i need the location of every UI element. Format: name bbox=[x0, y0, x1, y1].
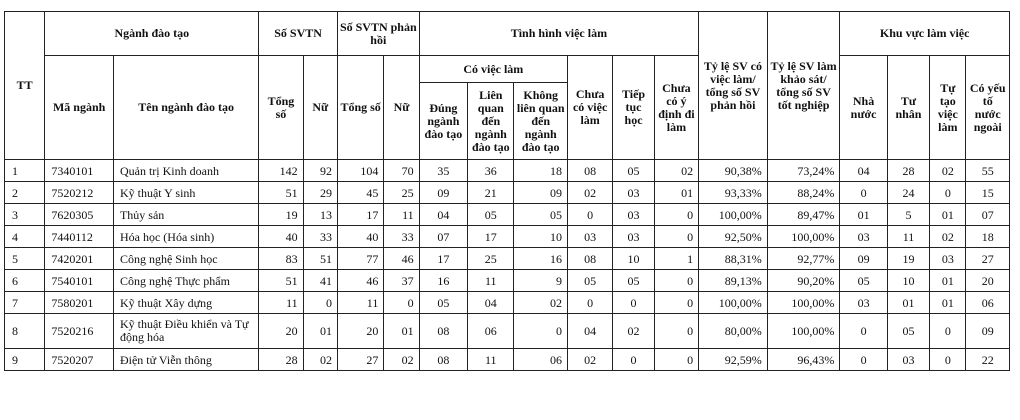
header-chua-co-viec-lam: Chưa có việc làm bbox=[567, 56, 612, 160]
cell-chua-co-viec-lam: 02 bbox=[567, 349, 612, 371]
cell-ma-nganh: 7580201 bbox=[45, 292, 114, 314]
table-row bbox=[5, 314, 1010, 349]
cell-ty-le-phan-hoi: 90,38% bbox=[699, 160, 768, 182]
cell-tong-so-phan-hoi: 17 bbox=[337, 204, 383, 226]
cell-chua-co-viec-lam: 08 bbox=[567, 248, 612, 270]
cell-khong-lien-quan: 18 bbox=[514, 160, 567, 182]
cell-ty-le-phan-hoi: 100,00% bbox=[699, 292, 768, 314]
cell-chua-co-viec-lam: 04 bbox=[567, 314, 612, 349]
cell-ty-le-tot-nghiep: 90,20% bbox=[767, 270, 840, 292]
cell-chua-co-y-dinh: 0 bbox=[654, 349, 698, 371]
cell-tt: 8 bbox=[5, 314, 45, 349]
cell-nha-nuoc: 04 bbox=[840, 160, 887, 182]
cell-khong-lien-quan: 9 bbox=[514, 270, 567, 292]
table-body bbox=[5, 160, 1010, 371]
cell-tiep-tuc-hoc: 0 bbox=[613, 349, 654, 371]
header-khong-lien-quan: Không liên quan đến ngành đào tạo bbox=[514, 83, 567, 160]
cell-ty-le-tot-nghiep: 96,43% bbox=[767, 349, 840, 371]
cell-tong-so: 28 bbox=[259, 349, 303, 371]
cell-chua-co-y-dinh: 0 bbox=[654, 204, 698, 226]
cell-lien-quan: 06 bbox=[468, 314, 514, 349]
cell-nu-phan-hoi: 11 bbox=[384, 204, 419, 226]
cell-tong-so: 20 bbox=[259, 314, 303, 349]
cell-tu-nhan: 19 bbox=[887, 248, 929, 270]
cell-dung-nganh: 35 bbox=[419, 160, 467, 182]
cell-chua-co-y-dinh: 01 bbox=[654, 182, 698, 204]
cell-nu: 02 bbox=[303, 349, 337, 371]
cell-tu-nhan: 03 bbox=[887, 349, 929, 371]
cell-chua-co-y-dinh: 0 bbox=[654, 292, 698, 314]
cell-nu-phan-hoi: 02 bbox=[384, 349, 419, 371]
table-row bbox=[5, 270, 1010, 292]
header-ty-le-khao-sat-tot-nghiep: Tỷ lệ SV làm khảo sát/ tổng số SV tốt nghiệp bbox=[767, 12, 840, 160]
cell-lien-quan: 05 bbox=[468, 204, 514, 226]
header-dung-nganh: Đúng ngành đào tạo bbox=[419, 83, 467, 160]
cell-dung-nganh: 08 bbox=[419, 314, 467, 349]
cell-tiep-tuc-hoc: 10 bbox=[613, 248, 654, 270]
cell-ty-le-tot-nghiep: 100,00% bbox=[767, 314, 840, 349]
header-tiep-tuc-hoc: Tiếp tục học bbox=[613, 56, 654, 160]
cell-nu: 51 bbox=[303, 248, 337, 270]
cell-ten-nganh: Hóa học (Hóa sinh) bbox=[113, 226, 258, 248]
header-tong-so: Tổng số bbox=[259, 56, 303, 160]
header-so-svtn-phan-hoi: Số SVTN phản hồi bbox=[337, 12, 419, 56]
cell-nha-nuoc: 0 bbox=[840, 349, 887, 371]
cell-tu-tao-viec-lam: 01 bbox=[930, 270, 966, 292]
cell-tu-nhan: 10 bbox=[887, 270, 929, 292]
cell-tu-tao-viec-lam: 02 bbox=[930, 226, 966, 248]
cell-dung-nganh: 07 bbox=[419, 226, 467, 248]
cell-tu-tao-viec-lam: 01 bbox=[930, 292, 966, 314]
cell-nu: 33 bbox=[303, 226, 337, 248]
cell-ty-le-tot-nghiep: 100,00% bbox=[767, 226, 840, 248]
cell-yeu-to-nuoc-ngoai: 07 bbox=[966, 204, 1010, 226]
cell-yeu-to-nuoc-ngoai: 09 bbox=[966, 314, 1010, 349]
cell-ty-le-phan-hoi: 100,00% bbox=[699, 204, 768, 226]
cell-ma-nganh: 7620305 bbox=[45, 204, 114, 226]
cell-yeu-to-nuoc-ngoai: 18 bbox=[966, 226, 1010, 248]
cell-tu-nhan: 28 bbox=[887, 160, 929, 182]
cell-ty-le-phan-hoi: 93,33% bbox=[699, 182, 768, 204]
cell-chua-co-y-dinh: 0 bbox=[654, 226, 698, 248]
cell-tu-tao-viec-lam: 02 bbox=[930, 160, 966, 182]
cell-tiep-tuc-hoc: 05 bbox=[613, 270, 654, 292]
cell-lien-quan: 25 bbox=[468, 248, 514, 270]
employment-survey-table bbox=[4, 11, 1010, 371]
cell-lien-quan: 11 bbox=[468, 270, 514, 292]
cell-tu-tao-viec-lam: 0 bbox=[930, 349, 966, 371]
cell-tong-so-phan-hoi: 20 bbox=[337, 314, 383, 349]
cell-nu-phan-hoi: 01 bbox=[384, 314, 419, 349]
cell-nu: 0 bbox=[303, 292, 337, 314]
cell-yeu-to-nuoc-ngoai: 55 bbox=[966, 160, 1010, 182]
cell-ma-nganh: 7520212 bbox=[45, 182, 114, 204]
header-tu-tao-viec-lam: Tự tạo việc làm bbox=[930, 56, 966, 160]
cell-ty-le-phan-hoi: 92,59% bbox=[699, 349, 768, 371]
cell-tt: 3 bbox=[5, 204, 45, 226]
cell-ty-le-tot-nghiep: 92,77% bbox=[767, 248, 840, 270]
cell-tong-so: 11 bbox=[259, 292, 303, 314]
cell-tong-so: 40 bbox=[259, 226, 303, 248]
header-ma-nganh: Mã ngành bbox=[45, 56, 114, 160]
cell-khong-lien-quan: 09 bbox=[514, 182, 567, 204]
cell-dung-nganh: 17 bbox=[419, 248, 467, 270]
cell-ten-nganh: Quản trị Kinh doanh bbox=[113, 160, 258, 182]
cell-lien-quan: 11 bbox=[468, 349, 514, 371]
cell-tu-nhan: 5 bbox=[887, 204, 929, 226]
cell-tt: 7 bbox=[5, 292, 45, 314]
cell-nu-phan-hoi: 0 bbox=[384, 292, 419, 314]
header-co-viec-lam: Có việc làm bbox=[419, 56, 567, 83]
cell-dung-nganh: 04 bbox=[419, 204, 467, 226]
cell-khong-lien-quan: 02 bbox=[514, 292, 567, 314]
cell-tu-tao-viec-lam: 0 bbox=[930, 182, 966, 204]
cell-ty-le-tot-nghiep: 73,24% bbox=[767, 160, 840, 182]
cell-nu-phan-hoi: 46 bbox=[384, 248, 419, 270]
cell-nha-nuoc: 03 bbox=[840, 292, 887, 314]
cell-tt: 2 bbox=[5, 182, 45, 204]
cell-chua-co-viec-lam: 0 bbox=[567, 292, 612, 314]
cell-ten-nganh: Kỹ thuật Xây dựng bbox=[113, 292, 258, 314]
cell-nu-phan-hoi: 33 bbox=[384, 226, 419, 248]
cell-nu: 92 bbox=[303, 160, 337, 182]
cell-chua-co-y-dinh: 1 bbox=[654, 248, 698, 270]
cell-ten-nganh: Thủy sản bbox=[113, 204, 258, 226]
cell-ma-nganh: 7340101 bbox=[45, 160, 114, 182]
cell-tiep-tuc-hoc: 03 bbox=[613, 226, 654, 248]
cell-tong-so-phan-hoi: 40 bbox=[337, 226, 383, 248]
table-row bbox=[5, 182, 1010, 204]
cell-lien-quan: 21 bbox=[468, 182, 514, 204]
cell-ma-nganh: 7420201 bbox=[45, 248, 114, 270]
cell-ma-nganh: 7540101 bbox=[45, 270, 114, 292]
cell-yeu-to-nuoc-ngoai: 22 bbox=[966, 349, 1010, 371]
header-so-svtn: Số SVTN bbox=[259, 12, 338, 56]
cell-nu: 29 bbox=[303, 182, 337, 204]
header-khu-vuc-lam-viec: Khu vực làm việc bbox=[840, 12, 1010, 56]
cell-chua-co-viec-lam: 08 bbox=[567, 160, 612, 182]
cell-tong-so: 142 bbox=[259, 160, 303, 182]
cell-chua-co-viec-lam: 0 bbox=[567, 204, 612, 226]
header-tinh-hinh-viec-lam: Tình hình việc làm bbox=[419, 12, 698, 56]
header-nu-phan-hoi: Nữ bbox=[384, 56, 419, 160]
cell-tt: 1 bbox=[5, 160, 45, 182]
header-lien-quan: Liên quan đến ngành đào tạo bbox=[468, 83, 514, 160]
header-chua-co-y-dinh: Chưa có ý định đi làm bbox=[654, 56, 698, 160]
cell-tong-so: 83 bbox=[259, 248, 303, 270]
header-nganh-dao-tao: Ngành đào tạo bbox=[45, 12, 259, 56]
cell-khong-lien-quan: 0 bbox=[514, 314, 567, 349]
cell-yeu-to-nuoc-ngoai: 20 bbox=[966, 270, 1010, 292]
cell-nha-nuoc: 0 bbox=[840, 182, 887, 204]
cell-tt: 6 bbox=[5, 270, 45, 292]
cell-tt: 9 bbox=[5, 349, 45, 371]
cell-nu-phan-hoi: 37 bbox=[384, 270, 419, 292]
cell-nu: 01 bbox=[303, 314, 337, 349]
header-yeu-to-nuoc-ngoai: Có yếu tố nước ngoài bbox=[966, 56, 1010, 160]
cell-ten-nganh: Công nghệ Sinh học bbox=[113, 248, 258, 270]
cell-nha-nuoc: 03 bbox=[840, 226, 887, 248]
cell-dung-nganh: 16 bbox=[419, 270, 467, 292]
cell-lien-quan: 36 bbox=[468, 160, 514, 182]
cell-ty-le-phan-hoi: 92,50% bbox=[699, 226, 768, 248]
cell-yeu-to-nuoc-ngoai: 06 bbox=[966, 292, 1010, 314]
employment-survey-table-container bbox=[4, 11, 1010, 371]
cell-tong-so: 51 bbox=[259, 182, 303, 204]
table-row bbox=[5, 160, 1010, 182]
cell-tiep-tuc-hoc: 05 bbox=[613, 160, 654, 182]
table-row bbox=[5, 292, 1010, 314]
cell-ty-le-tot-nghiep: 100,00% bbox=[767, 292, 840, 314]
cell-dung-nganh: 09 bbox=[419, 182, 467, 204]
cell-nu: 41 bbox=[303, 270, 337, 292]
cell-khong-lien-quan: 06 bbox=[514, 349, 567, 371]
cell-chua-co-viec-lam: 03 bbox=[567, 226, 612, 248]
cell-nu: 13 bbox=[303, 204, 337, 226]
cell-tu-nhan: 05 bbox=[887, 314, 929, 349]
cell-tu-tao-viec-lam: 01 bbox=[930, 204, 966, 226]
cell-nha-nuoc: 01 bbox=[840, 204, 887, 226]
cell-khong-lien-quan: 16 bbox=[514, 248, 567, 270]
cell-ma-nganh: 7440112 bbox=[45, 226, 114, 248]
cell-tt: 5 bbox=[5, 248, 45, 270]
cell-nu-phan-hoi: 25 bbox=[384, 182, 419, 204]
cell-tiep-tuc-hoc: 02 bbox=[613, 314, 654, 349]
cell-tu-tao-viec-lam: 0 bbox=[930, 314, 966, 349]
cell-ten-nganh: Kỹ thuật Điều khiển và Tự động hóa bbox=[113, 314, 258, 349]
cell-tong-so: 19 bbox=[259, 204, 303, 226]
cell-chua-co-viec-lam: 05 bbox=[567, 270, 612, 292]
cell-ty-le-phan-hoi: 80,00% bbox=[699, 314, 768, 349]
header-tt: TT bbox=[5, 12, 45, 160]
cell-nha-nuoc: 05 bbox=[840, 270, 887, 292]
cell-ma-nganh: 7520207 bbox=[45, 349, 114, 371]
header-tong-so-phan-hoi: Tổng số bbox=[337, 56, 383, 160]
cell-ten-nganh: Kỹ thuật Y sinh bbox=[113, 182, 258, 204]
cell-chua-co-viec-lam: 02 bbox=[567, 182, 612, 204]
cell-ty-le-tot-nghiep: 89,47% bbox=[767, 204, 840, 226]
table-row bbox=[5, 204, 1010, 226]
cell-lien-quan: 17 bbox=[468, 226, 514, 248]
cell-chua-co-y-dinh: 02 bbox=[654, 160, 698, 182]
cell-nu-phan-hoi: 70 bbox=[384, 160, 419, 182]
table-row bbox=[5, 226, 1010, 248]
cell-khong-lien-quan: 10 bbox=[514, 226, 567, 248]
cell-ty-le-phan-hoi: 89,13% bbox=[699, 270, 768, 292]
table-row bbox=[5, 248, 1010, 270]
cell-tiep-tuc-hoc: 03 bbox=[613, 182, 654, 204]
cell-tu-nhan: 24 bbox=[887, 182, 929, 204]
cell-lien-quan: 04 bbox=[468, 292, 514, 314]
cell-tong-so-phan-hoi: 46 bbox=[337, 270, 383, 292]
header-nha-nuoc: Nhà nước bbox=[840, 56, 887, 160]
cell-nha-nuoc: 09 bbox=[840, 248, 887, 270]
cell-tong-so-phan-hoi: 27 bbox=[337, 349, 383, 371]
header-ty-le-viec-lam-phan-hoi: Tỷ lệ SV có việc làm/ tổng số SV phản hồi bbox=[699, 12, 768, 160]
cell-ma-nganh: 7520216 bbox=[45, 314, 114, 349]
cell-nha-nuoc: 0 bbox=[840, 314, 887, 349]
cell-ty-le-tot-nghiep: 88,24% bbox=[767, 182, 840, 204]
cell-tiep-tuc-hoc: 03 bbox=[613, 204, 654, 226]
cell-tong-so: 51 bbox=[259, 270, 303, 292]
cell-dung-nganh: 05 bbox=[419, 292, 467, 314]
cell-yeu-to-nuoc-ngoai: 15 bbox=[966, 182, 1010, 204]
cell-tt: 4 bbox=[5, 226, 45, 248]
cell-tong-so-phan-hoi: 77 bbox=[337, 248, 383, 270]
cell-tu-nhan: 01 bbox=[887, 292, 929, 314]
cell-tong-so-phan-hoi: 104 bbox=[337, 160, 383, 182]
cell-ten-nganh: Công nghệ Thực phẩm bbox=[113, 270, 258, 292]
cell-dung-nganh: 08 bbox=[419, 349, 467, 371]
cell-tu-tao-viec-lam: 03 bbox=[930, 248, 966, 270]
cell-ty-le-phan-hoi: 88,31% bbox=[699, 248, 768, 270]
cell-tu-nhan: 11 bbox=[887, 226, 929, 248]
cell-tiep-tuc-hoc: 0 bbox=[613, 292, 654, 314]
header-nu: Nữ bbox=[303, 56, 337, 160]
cell-ten-nganh: Điện tử Viễn thông bbox=[113, 349, 258, 371]
cell-chua-co-y-dinh: 0 bbox=[654, 270, 698, 292]
cell-yeu-to-nuoc-ngoai: 27 bbox=[966, 248, 1010, 270]
cell-tong-so-phan-hoi: 11 bbox=[337, 292, 383, 314]
cell-tong-so-phan-hoi: 45 bbox=[337, 182, 383, 204]
table-row bbox=[5, 349, 1010, 371]
cell-chua-co-y-dinh: 0 bbox=[654, 314, 698, 349]
header-ten-nganh: Tên ngành đào tạo bbox=[113, 56, 258, 160]
cell-khong-lien-quan: 05 bbox=[514, 204, 567, 226]
header-tu-nhan: Tư nhân bbox=[887, 56, 929, 160]
